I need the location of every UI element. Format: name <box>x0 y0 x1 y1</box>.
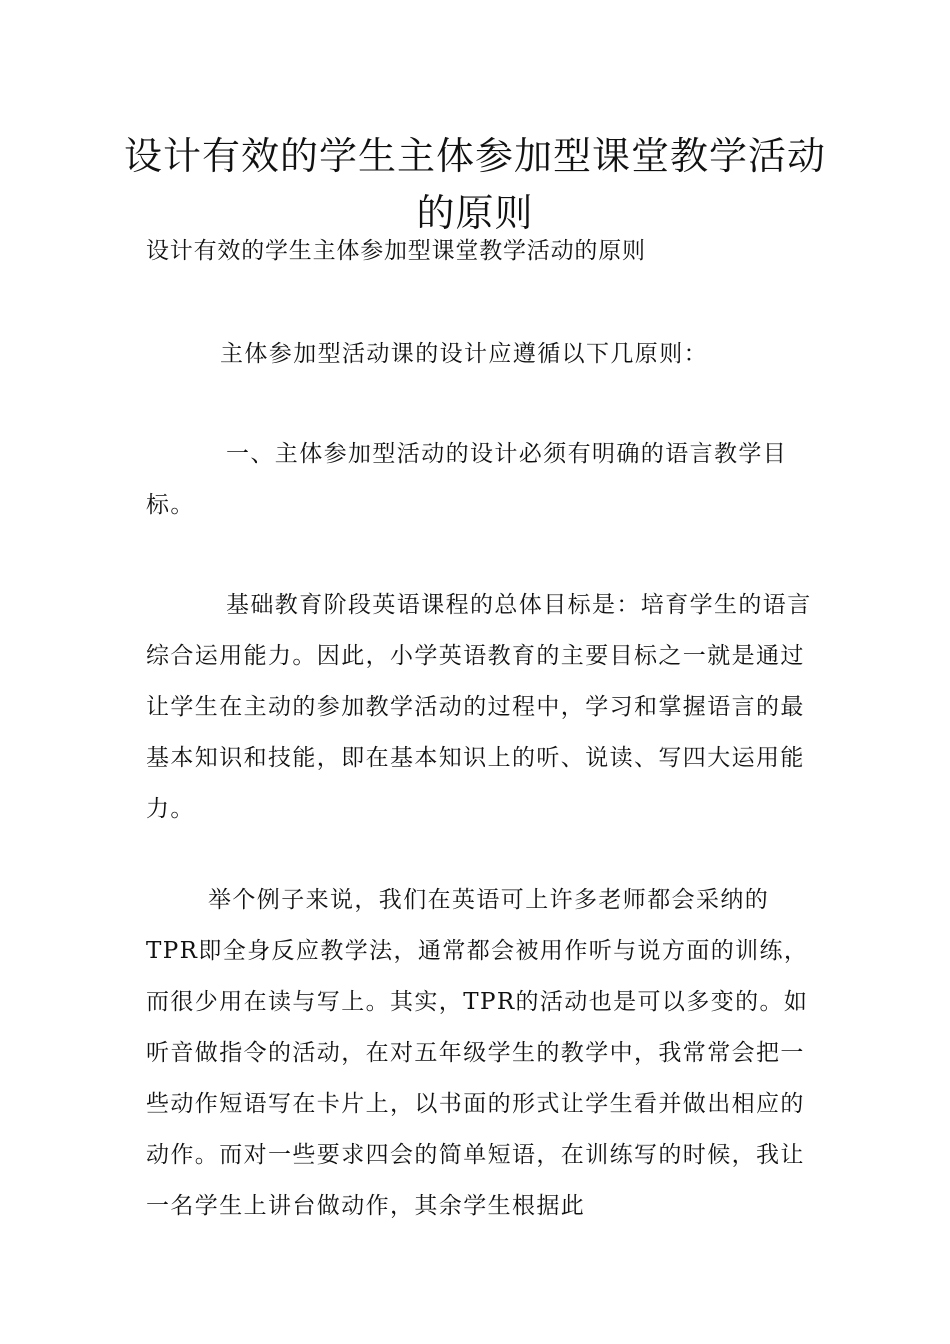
paragraph-curriculum-goal: 基础教育阶段英语课程的总体目标是：培育学生的语言综合运用能力。因此，小学英语教育的主要目标之一就是通过让学生在主动的参加教学活动的过程中，学习和掌握语言的最基本知识和技能，即在基本知识上的听、说读、写四大运用能力。 <box>146 592 812 822</box>
paragraph-tpr-example: 举个例子来说，我们在英语可上许多老师都会采纳的TPR即全身反应教学法，通常都会被用作听与说方面的训练，而很少用在读与写上。其实，TPR的活动也是可以多变的。如听音做指令的活动，在对五年级学生的教学中，我常常会把一些动作短语写在卡片上，以书面的形式让学生看并做出相应的动作。而对一些要求四会的简单短语，在训练写的时候，我让一名学生上讲台做动作，其余学生根据此 <box>146 887 809 1219</box>
document-title: 设计有效的学生主体参加型课堂教学活动的原则 <box>123 134 826 235</box>
paragraph-principle-one: 一、主体参加型活动的设计必须有明确的语言教学目标。 <box>146 441 788 518</box>
paragraph-principles-intro: 主体参加型活动课的设计应遵循以下几原则： <box>220 341 708 367</box>
document-subtitle: 设计有效的学生主体参加型课堂教学活动的原则 <box>146 238 646 264</box>
